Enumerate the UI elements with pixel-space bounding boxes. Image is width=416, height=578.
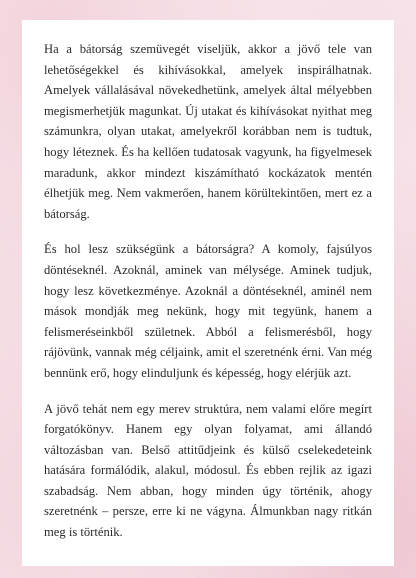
- paragraph-3: A jövő tehát nem egy merev struktúra, nem valami előre megírt forgatókönyv. Hanem egy olyan folyamat, ami állandó változásban van. Belső attitűdjeink és külső cselekedeteink hatására formálódik, alakul, módosul. És ebben rejlik az igazi szabadság. Nem abban, hogy minden úgy történik, ahogy szeretnénk – persze, erre ki ne vágyna. Álmunkban nagy ritkán meg is történik.: [44, 401, 372, 540]
- document-page: [22, 20, 394, 566]
- paragraph-2: És hol lesz szükségünk a bátorságra? A komoly, fajsúlyos döntéseknél. Azoknál, aminek van mélysége. Aminek tudjuk, hogy lesz következménye. Azoknál a döntéseknél, aminél nem mások mondják meg nekünk, hogy mit tegyünk, hanem a felismeréseinkből születnek. Abból a felismerésből, hogy rájövünk, vannak még céljaink, amit el szeretnénk érni. Van még bennünk erő, hogy elinduljunk és képesség, hogy elérjük azt.: [44, 242, 372, 380]
- paragraph-1: Ha a bátorság szemüvegét viseljük, akkor a jövő tele van lehetőségekkel és kihívásokkal, amelyek inspirálhatnak. Amelyek vállalásával növekedhetünk, amelyek által mélyebben megismerhetjük magunkat. Új utakat és kihívásokat nyithat meg számunkra, olyan utakat, amelyekről korábban nem is tudtuk, hogy léteznek. És ha kellően tudatosak vagyunk, ha figyelmesek maradunk, akkor mindezt kiszámítható kockázatok mentén élhetjük meg. Nem vakmerően, hanem körültekintően, mert ez a bátorság.: [44, 42, 372, 221]
